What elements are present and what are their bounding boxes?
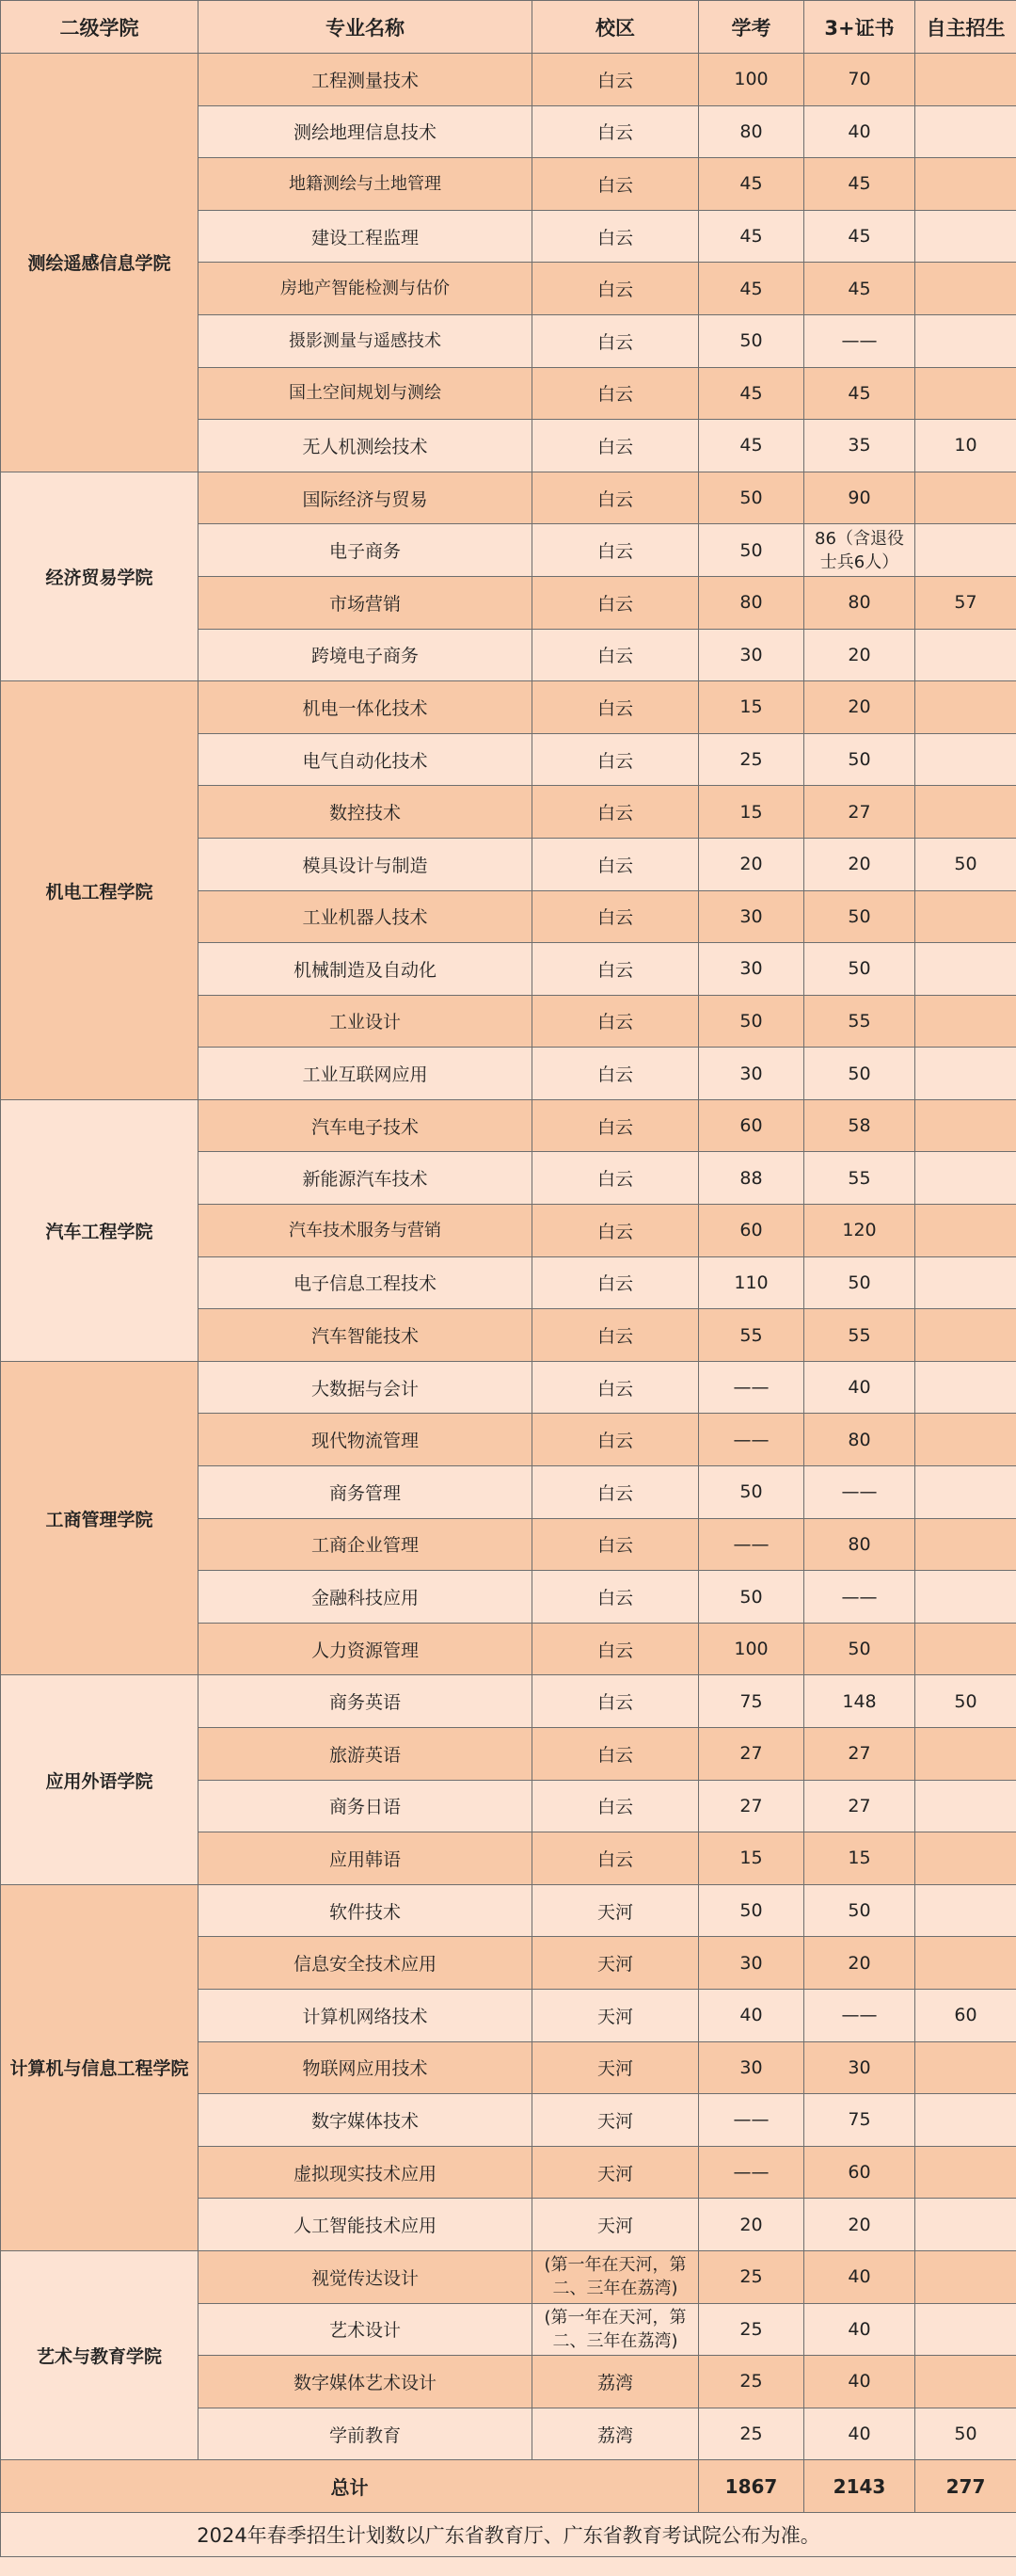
self-enroll-cell: [915, 1205, 1016, 1257]
major-name: 大数据与会计: [198, 1361, 532, 1414]
cert-cell: 20: [804, 629, 915, 681]
campus-cell: 白云: [532, 1309, 699, 1362]
cert-cell: 20: [804, 1937, 915, 1990]
self-enroll-cell: 10: [915, 420, 1016, 472]
campus-cell: 白云: [532, 1256, 699, 1309]
campus-cell: 天河: [532, 2094, 699, 2147]
campus-cell: 白云: [532, 629, 699, 681]
self-enroll-cell: [915, 1728, 1016, 1781]
total-xuekao: 1867: [699, 2460, 804, 2513]
cert-cell: ——: [804, 1466, 915, 1519]
college-name: 应用外语学院: [1, 1675, 198, 1884]
cert-cell: 55: [804, 995, 915, 1048]
major-name: 人工智能技术应用: [198, 2199, 532, 2251]
self-enroll-cell: 57: [915, 576, 1016, 629]
campus-cell: 天河: [532, 1884, 699, 1937]
xuekao-cell: 30: [699, 890, 804, 943]
xuekao-cell: 45: [699, 210, 804, 263]
campus-cell: 白云: [532, 54, 699, 106]
major-name: 模具设计与制造: [198, 838, 532, 890]
major-name: 汽车电子技术: [198, 1099, 532, 1152]
college-name: 测绘遥感信息学院: [1, 54, 198, 472]
xuekao-cell: 20: [699, 2199, 804, 2251]
total-label: 总计: [1, 2460, 699, 2513]
campus-cell: 白云: [532, 1675, 699, 1728]
campus-cell: 白云: [532, 1099, 699, 1152]
table-row: [1, 1675, 1016, 1728]
campus-cell: 白云: [532, 733, 699, 786]
major-name: 国际经济与贸易: [198, 472, 532, 524]
self-enroll-cell: [915, 1937, 1016, 1990]
self-enroll-cell: [915, 524, 1016, 577]
campus-cell: 天河: [532, 1989, 699, 2041]
campus-cell: 荔湾: [532, 2408, 699, 2460]
cert-cell: 50: [804, 1256, 915, 1309]
campus-cell: 白云: [532, 472, 699, 524]
cert-cell: 40: [804, 2408, 915, 2460]
major-name: 金融科技应用: [198, 1571, 532, 1624]
major-name: 软件技术: [198, 1884, 532, 1937]
campus-cell: 白云: [532, 1048, 699, 1100]
major-name: 新能源汽车技术: [198, 1152, 532, 1205]
major-name: 旅游英语: [198, 1728, 532, 1781]
self-enroll-cell: [915, 2199, 1016, 2251]
cert-cell: 15: [804, 1832, 915, 1885]
self-enroll-cell: [915, 1152, 1016, 1205]
cert-cell: 45: [804, 158, 915, 211]
table-row: [1, 1361, 1016, 1414]
self-enroll-cell: [915, 1832, 1016, 1885]
self-enroll-cell: [915, 2250, 1016, 2303]
xuekao-cell: 50: [699, 995, 804, 1048]
campus-cell: 白云: [532, 1414, 699, 1466]
cert-cell: 20: [804, 681, 915, 734]
cert-cell: 50: [804, 1048, 915, 1100]
header-row: [1, 1, 1016, 54]
cert-cell: 35: [804, 420, 915, 472]
xuekao-cell: 50: [699, 1884, 804, 1937]
xuekao-cell: ——: [699, 1518, 804, 1571]
self-enroll-cell: [915, 2041, 1016, 2094]
major-name: 国土空间规划与测绘: [198, 367, 532, 420]
major-name: 学前教育: [198, 2408, 532, 2460]
self-enroll-cell: [915, 1466, 1016, 1519]
xuekao-cell: 25: [699, 2250, 804, 2303]
self-enroll-cell: [915, 263, 1016, 315]
college-name: 汽车工程学院: [1, 1099, 198, 1361]
self-enroll-cell: [915, 2094, 1016, 2147]
college-name: 机电工程学院: [1, 681, 198, 1100]
footnote-row: [1, 2513, 1016, 2557]
campus-cell: 白云: [532, 314, 699, 367]
cert-cell: 27: [804, 1780, 915, 1832]
xuekao-cell: 30: [699, 629, 804, 681]
major-name: 虚拟现实技术应用: [198, 2146, 532, 2199]
xuekao-cell: 25: [699, 2356, 804, 2408]
self-enroll-cell: [915, 158, 1016, 211]
self-enroll-cell: [915, 1048, 1016, 1100]
major-name: 电子商务: [198, 524, 532, 577]
self-enroll-cell: [915, 1623, 1016, 1675]
major-name: 物联网应用技术: [198, 2041, 532, 2094]
xuekao-cell: 30: [699, 943, 804, 996]
self-enroll-cell: [915, 210, 1016, 263]
cert-cell: 55: [804, 1309, 915, 1362]
campus-cell: 天河: [532, 2199, 699, 2251]
major-name: 工程测量技术: [198, 54, 532, 106]
campus-cell: 白云: [532, 1361, 699, 1414]
major-name: 工业机器人技术: [198, 890, 532, 943]
campus-cell: 白云: [532, 1152, 699, 1205]
xuekao-cell: 88: [699, 1152, 804, 1205]
cert-cell: 120: [804, 1205, 915, 1257]
campus-cell: 白云: [532, 420, 699, 472]
major-name: 测绘地理信息技术: [198, 105, 532, 158]
major-name: 机械制造及自动化: [198, 943, 532, 996]
header-campus: 校区: [532, 1, 699, 54]
total-cert: 2143: [804, 2460, 915, 2513]
cert-cell: 27: [804, 1728, 915, 1781]
campus-cell: 白云: [532, 263, 699, 315]
major-name: 数字媒体技术: [198, 2094, 532, 2147]
xuekao-cell: 60: [699, 1205, 804, 1257]
self-enroll-cell: [915, 629, 1016, 681]
self-enroll-cell: [915, 314, 1016, 367]
campus-cell: (第一年在天河，第二、三年在荔湾): [532, 2303, 699, 2356]
campus-cell: 白云: [532, 1780, 699, 1832]
cert-cell: 75: [804, 2094, 915, 2147]
self-enroll-cell: [915, 890, 1016, 943]
header-xuekao: 学考: [699, 1, 804, 54]
header-cert: 3+证书: [804, 1, 915, 54]
self-enroll-cell: [915, 1309, 1016, 1362]
total-row: [1, 2460, 1016, 2513]
major-name: 数字媒体艺术设计: [198, 2356, 532, 2408]
xuekao-cell: 20: [699, 838, 804, 890]
xuekao-cell: 80: [699, 105, 804, 158]
xuekao-cell: 50: [699, 524, 804, 577]
major-name: 工业互联网应用: [198, 1048, 532, 1100]
cert-cell: 58: [804, 1099, 915, 1152]
major-name: 摄影测量与遥感技术: [198, 314, 532, 367]
header-self-enroll: 自主招生: [915, 1, 1016, 54]
college-name: 艺术与教育学院: [1, 2250, 198, 2459]
campus-cell: (第一年在天河，第二、三年在荔湾): [532, 2250, 699, 2303]
table-row: [1, 54, 1016, 106]
college-name: 经济贸易学院: [1, 472, 198, 680]
college-name: 工商管理学院: [1, 1361, 198, 1675]
campus-cell: 白云: [532, 890, 699, 943]
cert-cell: 40: [804, 2250, 915, 2303]
cert-cell: ——: [804, 314, 915, 367]
xuekao-cell: 100: [699, 1623, 804, 1675]
xuekao-cell: 45: [699, 263, 804, 315]
major-name: 市场营销: [198, 576, 532, 629]
self-enroll-cell: [915, 367, 1016, 420]
cert-cell: 80: [804, 1518, 915, 1571]
cert-cell: 27: [804, 786, 915, 839]
cert-cell: 20: [804, 2199, 915, 2251]
self-enroll-cell: [915, 1780, 1016, 1832]
campus-cell: 白云: [532, 943, 699, 996]
major-name: 跨境电子商务: [198, 629, 532, 681]
major-name: 工商企业管理: [198, 1518, 532, 1571]
self-enroll-cell: [915, 943, 1016, 996]
campus-cell: 天河: [532, 2146, 699, 2199]
cert-cell: 40: [804, 2303, 915, 2356]
cert-cell: 40: [804, 105, 915, 158]
cert-cell: 50: [804, 943, 915, 996]
xuekao-cell: 25: [699, 2408, 804, 2460]
xuekao-cell: 45: [699, 420, 804, 472]
major-name: 信息安全技术应用: [198, 1937, 532, 1990]
xuekao-cell: ——: [699, 2094, 804, 2147]
cert-cell: 80: [804, 1414, 915, 1466]
cert-cell: 60: [804, 2146, 915, 2199]
self-enroll-cell: [915, 995, 1016, 1048]
cert-cell: 80: [804, 576, 915, 629]
header-major: 专业名称: [198, 1, 532, 54]
self-enroll-cell: [915, 733, 1016, 786]
major-name: 应用韩语: [198, 1832, 532, 1885]
campus-cell: 天河: [532, 2041, 699, 2094]
cert-cell: 86（含退役士兵6人）: [804, 524, 915, 577]
xuekao-cell: 45: [699, 367, 804, 420]
xuekao-cell: 15: [699, 786, 804, 839]
self-enroll-cell: [915, 1414, 1016, 1466]
campus-cell: 白云: [532, 367, 699, 420]
self-enroll-cell: [915, 1099, 1016, 1152]
cert-cell: 45: [804, 210, 915, 263]
self-enroll-cell: 50: [915, 838, 1016, 890]
major-name: 计算机网络技术: [198, 1989, 532, 2041]
table-row: [1, 1099, 1016, 1152]
xuekao-cell: 50: [699, 1466, 804, 1519]
cert-cell: 50: [804, 1623, 915, 1675]
xuekao-cell: 15: [699, 681, 804, 734]
major-name: 商务日语: [198, 1780, 532, 1832]
campus-cell: 荔湾: [532, 2356, 699, 2408]
xuekao-cell: 27: [699, 1728, 804, 1781]
self-enroll-cell: [915, 1256, 1016, 1309]
major-name: 机电一体化技术: [198, 681, 532, 734]
major-name: 艺术设计: [198, 2303, 532, 2356]
campus-cell: 白云: [532, 1518, 699, 1571]
campus-cell: 白云: [532, 1623, 699, 1675]
xuekao-cell: 30: [699, 1048, 804, 1100]
cert-cell: ——: [804, 1571, 915, 1624]
xuekao-cell: 50: [699, 314, 804, 367]
major-name: 商务管理: [198, 1466, 532, 1519]
cert-cell: 90: [804, 472, 915, 524]
self-enroll-cell: 50: [915, 1675, 1016, 1728]
cert-cell: 45: [804, 367, 915, 420]
table-row: [1, 2250, 1016, 2303]
xuekao-cell: ——: [699, 1361, 804, 1414]
self-enroll-cell: [915, 786, 1016, 839]
campus-cell: 白云: [532, 524, 699, 577]
major-name: 视觉传达设计: [198, 2250, 532, 2303]
xuekao-cell: 27: [699, 1780, 804, 1832]
total-self-enroll: 277: [915, 2460, 1016, 2513]
major-name: 电气自动化技术: [198, 733, 532, 786]
campus-cell: 白云: [532, 681, 699, 734]
xuekao-cell: 55: [699, 1309, 804, 1362]
cert-cell: 148: [804, 1675, 915, 1728]
college-name: 计算机与信息工程学院: [1, 1884, 198, 2250]
campus-cell: 白云: [532, 838, 699, 890]
self-enroll-cell: [915, 2303, 1016, 2356]
self-enroll-cell: [915, 1571, 1016, 1624]
self-enroll-cell: [915, 54, 1016, 106]
xuekao-cell: 25: [699, 2303, 804, 2356]
table-row: [1, 681, 1016, 734]
cert-cell: ——: [804, 1989, 915, 2041]
major-name: 房地产智能检测与估价: [198, 263, 532, 315]
xuekao-cell: 40: [699, 1989, 804, 2041]
self-enroll-cell: [915, 681, 1016, 734]
campus-cell: 白云: [532, 210, 699, 263]
cert-cell: 50: [804, 733, 915, 786]
campus-cell: 白云: [532, 1571, 699, 1624]
self-enroll-cell: [915, 2146, 1016, 2199]
cert-cell: 30: [804, 2041, 915, 2094]
cert-cell: 55: [804, 1152, 915, 1205]
major-name: 商务英语: [198, 1675, 532, 1728]
xuekao-cell: 30: [699, 1937, 804, 1990]
xuekao-cell: ——: [699, 1414, 804, 1466]
cert-cell: 40: [804, 1361, 915, 1414]
campus-cell: 白云: [532, 576, 699, 629]
cert-cell: 45: [804, 263, 915, 315]
cert-cell: 50: [804, 1884, 915, 1937]
self-enroll-cell: [915, 1884, 1016, 1937]
self-enroll-cell: [915, 2356, 1016, 2408]
campus-cell: 白云: [532, 786, 699, 839]
xuekao-cell: 60: [699, 1099, 804, 1152]
campus-cell: 白云: [532, 105, 699, 158]
campus-cell: 白云: [532, 995, 699, 1048]
xuekao-cell: 25: [699, 733, 804, 786]
major-name: 电子信息工程技术: [198, 1256, 532, 1309]
campus-cell: 白云: [532, 1832, 699, 1885]
self-enroll-cell: [915, 1518, 1016, 1571]
cert-cell: 50: [804, 890, 915, 943]
self-enroll-cell: 50: [915, 2408, 1016, 2460]
major-name: 汽车智能技术: [198, 1309, 532, 1362]
major-name: 现代物流管理: [198, 1414, 532, 1466]
campus-cell: 天河: [532, 1937, 699, 1990]
campus-cell: 白云: [532, 158, 699, 211]
xuekao-cell: 80: [699, 576, 804, 629]
xuekao-cell: 75: [699, 1675, 804, 1728]
xuekao-cell: 45: [699, 158, 804, 211]
major-name: 无人机测绘技术: [198, 420, 532, 472]
xuekao-cell: 30: [699, 2041, 804, 2094]
self-enroll-cell: [915, 105, 1016, 158]
major-name: 汽车技术服务与营销: [198, 1205, 532, 1257]
table-row: [1, 472, 1016, 524]
campus-cell: 白云: [532, 1205, 699, 1257]
xuekao-cell: 100: [699, 54, 804, 106]
header-college: 二级学院: [1, 1, 198, 54]
xuekao-cell: 110: [699, 1256, 804, 1309]
self-enroll-cell: [915, 1361, 1016, 1414]
major-name: 人力资源管理: [198, 1623, 532, 1675]
cert-cell: 20: [804, 838, 915, 890]
table-row: [1, 1884, 1016, 1937]
major-name: 建设工程监理: [198, 210, 532, 263]
campus-cell: 白云: [532, 1728, 699, 1781]
cert-cell: 70: [804, 54, 915, 106]
xuekao-cell: ——: [699, 2146, 804, 2199]
self-enroll-cell: 60: [915, 1989, 1016, 2041]
major-name: 工业设计: [198, 995, 532, 1048]
major-name: 数控技术: [198, 786, 532, 839]
table-body: [1, 54, 1016, 2460]
xuekao-cell: 15: [699, 1832, 804, 1885]
xuekao-cell: 50: [699, 472, 804, 524]
cert-cell: 40: [804, 2356, 915, 2408]
xuekao-cell: 50: [699, 1571, 804, 1624]
self-enroll-cell: [915, 472, 1016, 524]
footnote: 2024年春季招生计划数以广东省教育厅、广东省教育考试院公布为准。: [1, 2513, 1016, 2557]
campus-cell: 白云: [532, 1466, 699, 1519]
major-name: 地籍测绘与土地管理: [198, 158, 532, 211]
